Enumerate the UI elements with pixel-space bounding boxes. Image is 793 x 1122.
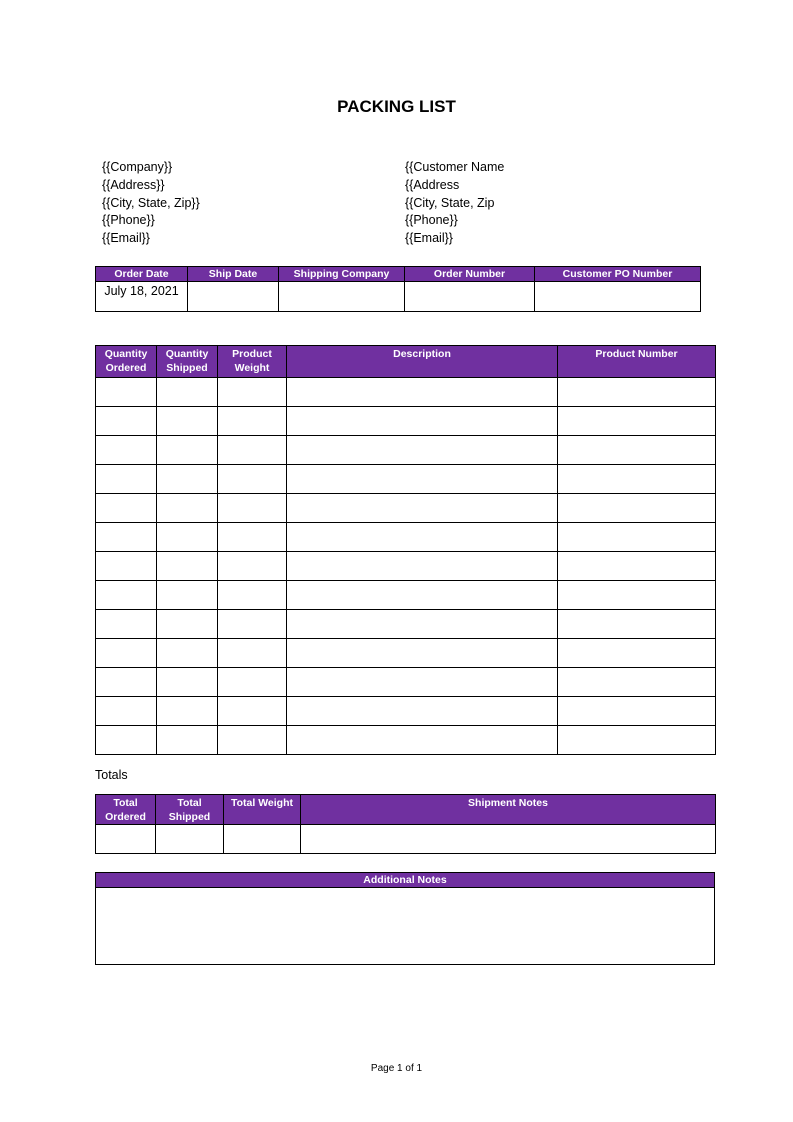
customer-address-block — [405, 159, 504, 248]
shipping-company-value[interactable] — [279, 282, 405, 312]
product-weight-cell[interactable] — [218, 552, 287, 581]
table-row — [96, 697, 716, 726]
quantity-ordered-cell[interactable] — [96, 581, 157, 610]
description-cell[interactable] — [287, 378, 558, 407]
description-cell[interactable] — [287, 639, 558, 668]
quantity-shipped-cell[interactable] — [157, 610, 218, 639]
customer-email: {{Email}} — [405, 231, 453, 246]
product-weight-cell[interactable] — [218, 581, 287, 610]
product-number-cell[interactable] — [558, 378, 716, 407]
totals-header-row — [96, 795, 716, 825]
quantity-ordered-cell[interactable] — [96, 610, 157, 639]
product-weight-cell[interactable] — [218, 697, 287, 726]
quantity-ordered-cell[interactable] — [96, 407, 157, 436]
description-cell[interactable] — [287, 610, 558, 639]
total-shipped-cell[interactable] — [156, 825, 224, 854]
customer-po-number-header: Customer PO Number — [535, 267, 701, 282]
quantity-shipped-cell[interactable] — [157, 378, 218, 407]
table-row — [96, 523, 716, 552]
product-weight-cell[interactable] — [218, 523, 287, 552]
items-header-row — [96, 346, 716, 378]
shipment-notes-header: Shipment Notes — [301, 795, 716, 825]
items-body — [96, 378, 716, 755]
quantity-shipped-cell[interactable] — [157, 668, 218, 697]
quantity-ordered-cell[interactable] — [96, 436, 157, 465]
product-weight-cell[interactable] — [218, 610, 287, 639]
customer-city-state-zip: {{City, State, Zip — [405, 195, 495, 210]
description-header: Description — [287, 346, 558, 378]
quantity-ordered-cell[interactable] — [96, 668, 157, 697]
company-address-block — [102, 159, 200, 248]
order-date-value[interactable]: July 18, 2021 — [96, 282, 188, 312]
product-number-header: Product Number — [558, 346, 716, 378]
quantity-shipped-cell[interactable] — [157, 639, 218, 668]
quantity-ordered-cell[interactable] — [96, 552, 157, 581]
total-ordered-cell[interactable] — [96, 825, 156, 854]
quantity-shipped-cell[interactable] — [157, 465, 218, 494]
product-number-cell[interactable] — [558, 697, 716, 726]
total-ordered-header: Total Ordered — [96, 795, 156, 825]
shipment-notes-cell[interactable] — [301, 825, 716, 854]
company-name: {{Company}} — [102, 160, 173, 174]
product-number-cell[interactable] — [558, 726, 716, 755]
quantity-ordered-cell[interactable] — [96, 639, 157, 668]
additional-notes-header: Additional Notes — [96, 873, 715, 888]
quantity-shipped-cell[interactable] — [157, 581, 218, 610]
quantity-ordered-cell[interactable] — [96, 697, 157, 726]
additional-notes-header-row — [96, 873, 715, 888]
order-info-value-row — [96, 282, 701, 312]
ship-date-header: Ship Date — [188, 267, 279, 282]
company-email: {{Email}} — [102, 231, 150, 246]
table-row — [96, 610, 716, 639]
description-cell[interactable] — [287, 581, 558, 610]
quantity-ordered-cell[interactable] — [96, 726, 157, 755]
total-shipped-header: Total Shipped — [156, 795, 224, 825]
product-weight-header: Product Weight — [218, 346, 287, 378]
description-cell[interactable] — [287, 494, 558, 523]
company-city-state-zip: {{City, State, Zip}} — [102, 195, 200, 210]
product-weight-cell[interactable] — [218, 465, 287, 494]
shipping-company-header: Shipping Company — [279, 267, 405, 282]
description-cell[interactable] — [287, 523, 558, 552]
totals-value-row — [96, 825, 716, 854]
description-cell[interactable] — [287, 726, 558, 755]
order-number-value[interactable] — [405, 282, 535, 312]
product-number-cell[interactable] — [558, 668, 716, 697]
quantity-ordered-header: Quantity Ordered — [96, 346, 157, 378]
table-row — [96, 378, 716, 407]
table-row — [96, 407, 716, 436]
additional-notes-body-row — [96, 888, 715, 965]
customer-phone: {{Phone}} — [405, 213, 458, 228]
quantity-shipped-cell[interactable] — [157, 726, 218, 755]
company-phone: {{Phone}} — [102, 213, 155, 228]
total-weight-header: Total Weight — [224, 795, 301, 825]
quantity-shipped-cell[interactable] — [157, 436, 218, 465]
order-info-header-row — [96, 267, 701, 282]
page-number: Page 1 of 1 — [370, 1063, 423, 1074]
description-cell[interactable] — [287, 668, 558, 697]
product-number-cell[interactable] — [558, 610, 716, 639]
order-date-header: Order Date — [96, 267, 188, 282]
quantity-ordered-cell[interactable] — [96, 494, 157, 523]
product-number-cell[interactable] — [558, 639, 716, 668]
product-number-cell[interactable] — [558, 523, 716, 552]
totals-label: Totals — [95, 768, 128, 782]
product-number-cell[interactable] — [558, 407, 716, 436]
customer-name: {{Customer Name — [405, 160, 505, 174]
quantity-shipped-cell[interactable] — [157, 494, 218, 523]
product-number-cell[interactable] — [558, 494, 716, 523]
product-number-cell[interactable] — [558, 436, 716, 465]
items-table — [95, 345, 716, 755]
company-address: {{Address}} — [102, 177, 165, 192]
table-row — [96, 668, 716, 697]
totals-table — [95, 794, 716, 854]
description-cell[interactable] — [287, 436, 558, 465]
page-title: PACKING LIST — [337, 97, 456, 116]
quantity-ordered-cell[interactable] — [96, 378, 157, 407]
quantity-shipped-cell[interactable] — [157, 407, 218, 436]
quantity-shipped-cell[interactable] — [157, 523, 218, 552]
table-row — [96, 639, 716, 668]
additional-notes-table — [95, 872, 715, 965]
product-weight-cell[interactable] — [218, 494, 287, 523]
table-row — [96, 494, 716, 523]
product-weight-cell[interactable] — [218, 726, 287, 755]
order-number-header: Order Number — [405, 267, 535, 282]
product-weight-cell[interactable] — [218, 407, 287, 436]
quantity-ordered-cell[interactable] — [96, 523, 157, 552]
product-number-cell[interactable] — [558, 465, 716, 494]
description-cell[interactable] — [287, 552, 558, 581]
customer-address: {{Address — [405, 177, 460, 192]
order-info-table — [95, 266, 701, 312]
table-row — [96, 465, 716, 494]
quantity-shipped-header: Quantity Shipped — [157, 346, 218, 378]
description-cell[interactable] — [287, 697, 558, 726]
additional-notes-cell[interactable] — [96, 888, 715, 965]
product-weight-cell[interactable] — [218, 436, 287, 465]
product-weight-cell[interactable] — [218, 378, 287, 407]
product-number-cell[interactable] — [558, 552, 716, 581]
table-row — [96, 581, 716, 610]
product-number-cell[interactable] — [558, 581, 716, 610]
total-weight-cell[interactable] — [224, 825, 301, 854]
ship-date-value[interactable] — [188, 282, 279, 312]
description-cell[interactable] — [287, 465, 558, 494]
table-row — [96, 552, 716, 581]
table-row — [96, 436, 716, 465]
description-cell[interactable] — [287, 407, 558, 436]
product-weight-cell[interactable] — [218, 668, 287, 697]
customer-po-number-value[interactable] — [535, 282, 701, 312]
quantity-ordered-cell[interactable] — [96, 465, 157, 494]
quantity-shipped-cell[interactable] — [157, 697, 218, 726]
table-row — [96, 726, 716, 755]
quantity-shipped-cell[interactable] — [157, 552, 218, 581]
product-weight-cell[interactable] — [218, 639, 287, 668]
